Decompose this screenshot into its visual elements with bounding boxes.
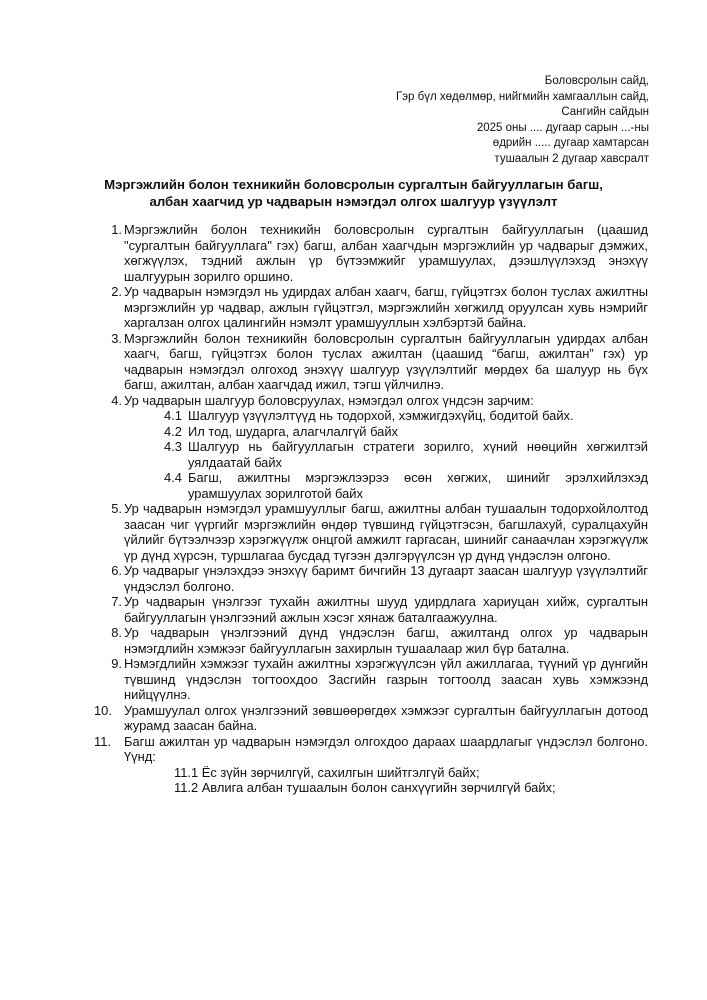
- header-line: 2025 оны .... дугаар сарын ...-ны: [476, 121, 649, 134]
- sub-item: [124, 424, 648, 440]
- sub-item-text: Шалгуур нь байгууллагын стратеги зорилго, хүний нөөцийн хөгжилтэй уялдаатай байх: [188, 439, 648, 470]
- sub-item-text: 11.2 Авлига албан тушаалын болон санхүүгийн зөрчилгүй байх;: [174, 780, 556, 795]
- sub-item-text: Шалгуур үзүүлэлтүүд нь тодорхой, хэмжигдэхүйц, бодитой байх.: [188, 408, 574, 423]
- item-text: Ур чадварын нэмэгдэл нь удирдах албан хаагч, багш, гүйцэтгэх болон туслах ажилтны мэргэжлийн ур чадвар, ажлын гүйцэтгэл, мэргэжлийн хөгжилд оруулсан хувь нэмрийг харгалзан олгох цалингийн нэмэлт урамшууллын хэлбэртэй байна.: [124, 284, 648, 330]
- item-number: 10.: [94, 702, 112, 718]
- list-item: [111, 284, 648, 331]
- header-line: Боловсролын сайд,: [544, 75, 649, 87]
- sub-item: [124, 439, 648, 470]
- item-text: Ур чадварын үнэлгээний дүнд үндэслэн багш, ажилтанд олгох ур чадварын нэмэгдлийн хэмжээг байгууллагын захирлын тушаалаар жил бүр батална.: [124, 625, 648, 656]
- criteria-list: [94, 222, 648, 796]
- item-text: Урамшуулал олгох үнэлгээний зөвшөөрөгдөх хэмжээг сургалтын байгууллагын дотоод журамд заасан байна.: [124, 702, 648, 733]
- list-item: [111, 625, 648, 656]
- item-number: 11.: [94, 733, 111, 749]
- list-item: [111, 594, 648, 625]
- title-line-1: Мэргэжлийн болон техникийн боловсролын сургалтын байгууллагын багш,: [104, 177, 603, 192]
- sub-item: [124, 765, 648, 781]
- item-text: Багш ажилтан ур чадварын нэмэгдэл олгохдоо дараах шаардлагыг үндэслэл болгоно. Үүнд:: [124, 733, 648, 764]
- item-text: Ур чадварын нэмэгдэл урамшууллыг багш, ажилтны албан тушаалын тодорхойлолтод заасан чиг үүргийг мэргэжлийн өндөр түвшинд гүйцэтгэсэн, багшлахуй, суралцахуйн үйлийг бүтээлчээр хэрэгжүүлж онцгой амжилт гаргасан, шинийг санаачлан хэрэгжүүлж үр дүнд хүрсэн, туршлагаа бусдад түгээн дэлгэрүүлсэн үр дүнд үндэслэн олгоно.: [124, 501, 648, 563]
- item-number: 6.: [111, 563, 122, 578]
- item-text: Ур чадварыг үнэлэхдээ энэхүү баримт бичгийн 13 дугаарт заасан шалгуур үзүүлэлтийг үндэслэл болгоно.: [124, 563, 648, 594]
- list-item: [94, 702, 648, 734]
- sub-item-text: Ил тод, шударга, алагчлалгүй байх: [188, 423, 398, 439]
- item-text: Ур чадварын шалгуур боловсруулах, нэмэгдэл олгох үндсэн зарчим:: [124, 392, 534, 408]
- sub-item-text: 11.1 Ёс зүйн зөрчилгүй, сахилгын шийтгэлгүй байх;: [174, 764, 480, 780]
- list-item: [94, 733, 648, 765]
- title-line-2: албан хаагчид ур чадварын нэмэгдэл олгох шалгуур үзүүлэлт: [149, 194, 558, 209]
- item-text: Нэмэгдлийн хэмжээг тухайн ажилтны хэрэгжүүлсэн үйл ажиллагаа, түүний үр дүнгийн түвшинд үндэслэн тогтоохдоо Засгийн газрын тогтоолд заасан хувь хэмжээнд нийцүүлнэ.: [124, 656, 648, 702]
- appendix-header: [396, 74, 649, 168]
- header-line: Сангийн сайдын: [561, 106, 649, 119]
- list-item: [111, 392, 648, 409]
- item-number: 2.: [111, 284, 122, 299]
- list-item: [111, 501, 648, 563]
- item-number: 5.: [111, 501, 122, 516]
- header-line: өдрийн ..... дугаар хамтарсан: [492, 137, 649, 150]
- list-item: [111, 330, 648, 393]
- header-line: тушаалын 2 дугаар хавсралт: [494, 152, 649, 165]
- item-number: 4.: [111, 392, 122, 408]
- list-item: [111, 222, 648, 284]
- item-number: 1.: [111, 222, 122, 237]
- header-line: Гэр бүл хөдөлмөр, нийгмийн хамгааллын сайд,: [395, 90, 649, 103]
- sub-item-number: 4.2: [164, 423, 182, 439]
- item-number: 3.: [111, 330, 122, 346]
- sub-item: [124, 470, 648, 501]
- sub-item-number: 4.4: [164, 470, 182, 485]
- item-text: Ур чадварын үнэлгээг тухайн ажилтны шууд удирдлага хариуцан хийж, сургалтын байгууллагын үнэлгээний ажлын хэсэг хянаж баталгаажуулна.: [124, 594, 648, 625]
- item-number: 9.: [111, 656, 122, 671]
- list-item: [111, 656, 648, 703]
- sub-item: [124, 408, 648, 424]
- item-text: Мэргэжлийн болон техникийн боловсролын сургалтын байгууллагын удирдах албан хаагч, багш, гүйцэтгэх болон туслах ажилтан (цаашид “багш, ажилтан” гэх) ур чадварын нэмэгдэл олгоход энэхүү шалгуур үзүүлэлтийг мөрдөх ба шалуур нь бүх багш, ажилтан, албан хаагчдад ижил, тэгш үйлчилнэ.: [124, 330, 648, 392]
- sub-item: [124, 780, 648, 796]
- item-number: 8.: [111, 625, 122, 640]
- sub-item-number: 4.3: [164, 439, 182, 454]
- item-number: 7.: [111, 594, 122, 609]
- item-text: Мэргэжлийн болон техникийн боловсролын сургалтын байгууллагын (цаашид "сургалтын байгууллага" гэх) багш, албан хаагчдын мэргэжлийн ур чадварыг дэмжих, хөгжүүлэх, тэдний ажлын үр бүтээмжийг урамшуулах, дээшлүүлэхэд энэхүү шалгуурын зорилго оршино.: [124, 222, 648, 284]
- list-item: [111, 563, 648, 594]
- sub-item-number: 4.1: [164, 408, 182, 423]
- document-title: [60, 176, 647, 210]
- sub-item-text: Багш, ажилтны мэргэжлээрээ өсөн хөгжих, шинийг эрэлхийлэхэд урамшуулах зорилготой байх: [188, 470, 648, 501]
